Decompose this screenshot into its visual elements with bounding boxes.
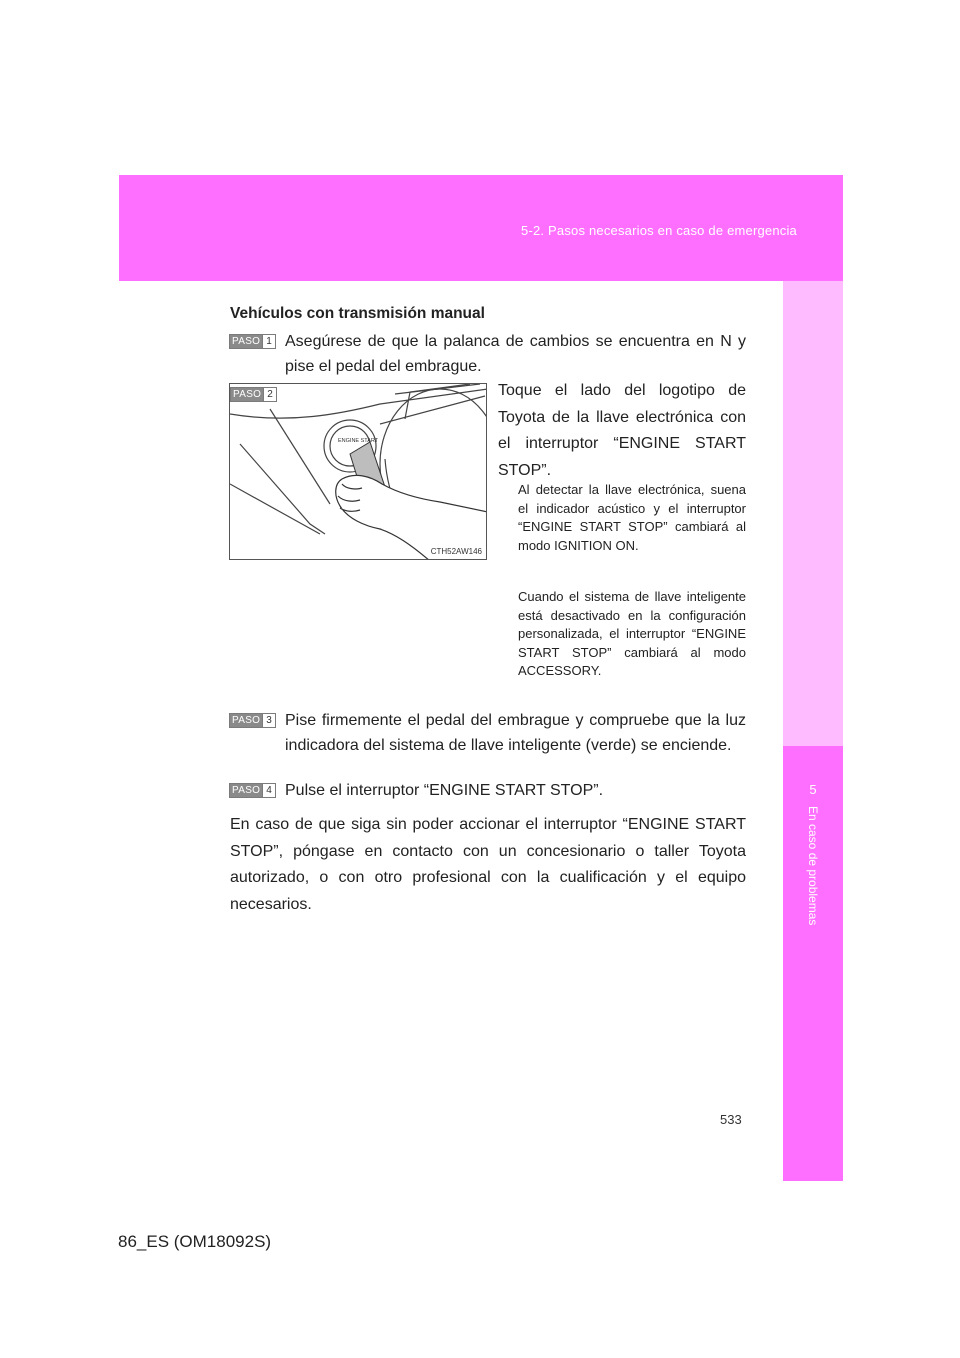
step-text: Pise firmemente el pedal del embrague y compruebe que la luz indicadora del sistema de llave inteligente (verde) se enciende. [285, 712, 746, 754]
step-badge-word: PASO [232, 336, 261, 347]
document-code: 86_ES (OM18092S) [118, 1232, 272, 1251]
step-badge-word: PASO [233, 389, 262, 400]
chapter-number: 5 [809, 782, 817, 797]
step-badge-number: 3 [262, 714, 275, 727]
step-badge-number: 1 [262, 335, 275, 348]
section-heading: Vehículos con transmisión manual [230, 305, 485, 322]
closing-paragraph: En caso de que siga sin poder accionar el interruptor “ENGINE START STOP”, póngase en contacto con un concesionario o taller Toyota autorizado, o con otro profesional con la cualificación y el equipo necesarios. [230, 816, 746, 913]
step-badge [229, 334, 276, 349]
step-badge-word: PASO [232, 715, 261, 726]
section-title: 5-2. Pasos necesarios en caso de emergencia [521, 223, 797, 238]
figure-button-label: ENGINE START [338, 438, 379, 444]
step-text: Toque el lado del logotipo de Toyota de la llave electrónica con el interruptor “ENGINE START STOP”. [498, 382, 746, 479]
page-number: 533 [720, 1112, 742, 1127]
step-badge-word: PASO [232, 785, 261, 796]
note-text: Cuando el sistema de llave inteligente está desactivado en la configuración personalizada, el interruptor “ENGINE START STOP” cambiará al modo ACCESSORY. [518, 589, 746, 678]
step-text: Asegúrese de que la palanca de cambios se encuentra en N y pise el pedal del embrague. [285, 333, 746, 375]
step-text: Pulse el interruptor “ENGINE START STOP”. [285, 782, 604, 799]
figure-code: CTH52AW146 [430, 547, 482, 556]
step-badge [229, 783, 276, 798]
note-text: Al detectar la llave electrónica, suena el indicador acústico y el interruptor “ENGINE START STOP” cambiará al modo IGNITION ON. [518, 482, 746, 553]
chapter-title: En caso de problemas [806, 806, 820, 926]
step-badge [230, 387, 277, 402]
step-badge-number: 2 [263, 388, 276, 401]
chapter-tab[interactable] [783, 746, 843, 1181]
step-badge-number: 4 [262, 784, 275, 797]
step-badge [229, 713, 276, 728]
illustration-key-to-button [230, 384, 487, 560]
header-band [119, 175, 843, 281]
figure-key-touch [229, 383, 487, 560]
